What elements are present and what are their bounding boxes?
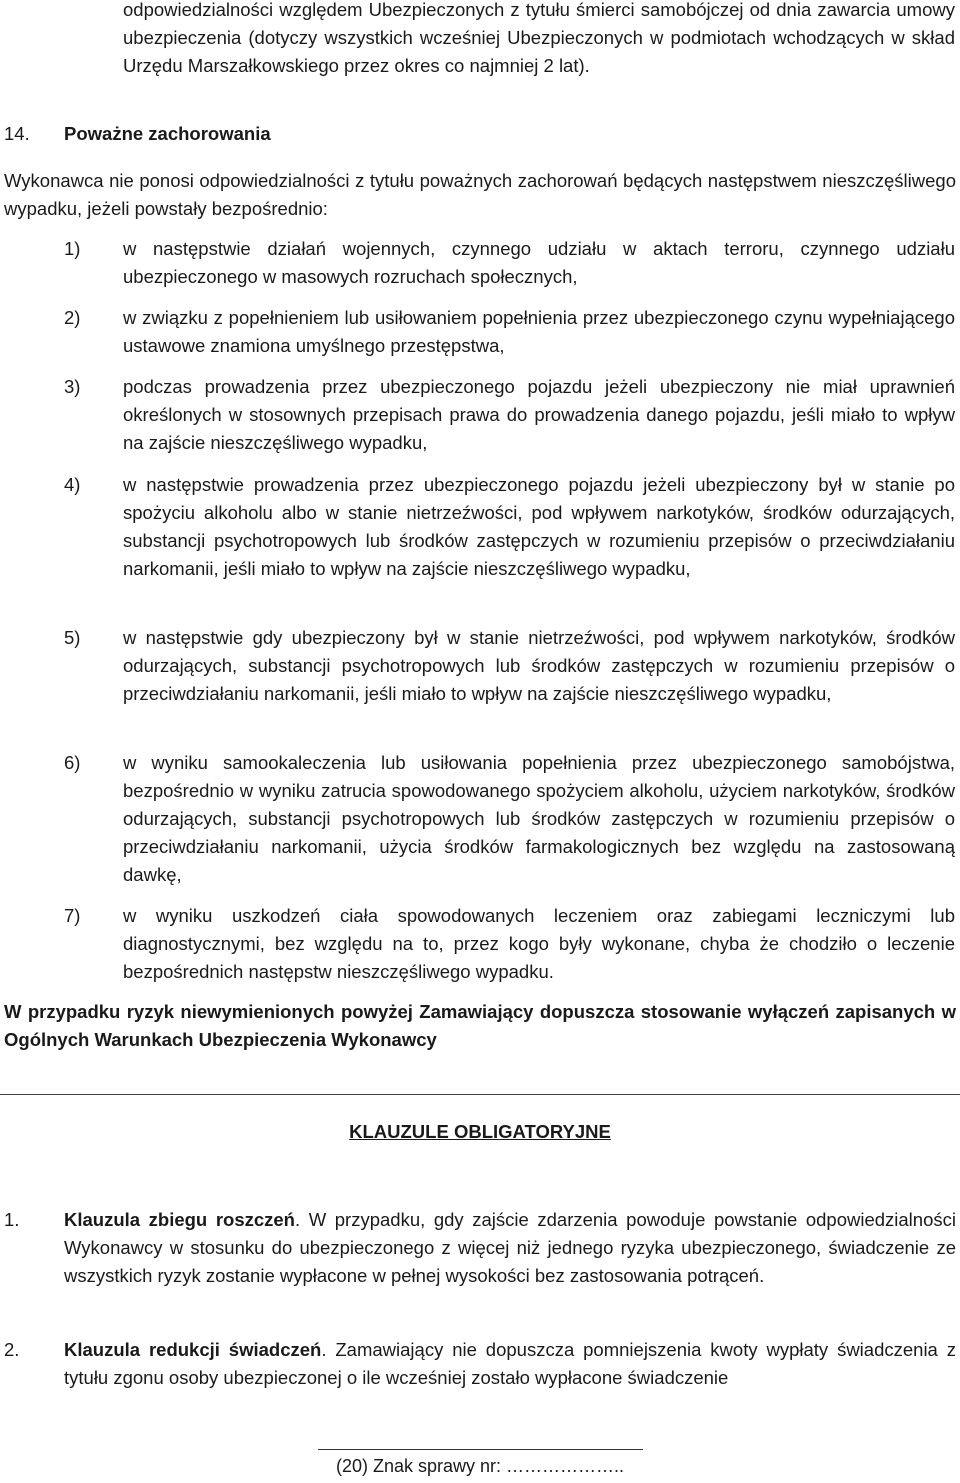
- list-item-text: podczas prowadzenia przez ubezpieczonego pojazdu jeżeli ubezpieczony nie miał uprawnień określonych w stosownych przepisach prawa do prowadzenia danego pojazdu, jeśli miało to wpływ na zajście nieszczęśliwego wypadku,: [123, 376, 955, 453]
- clause-text: . W przypadku, gdy zajście zdarzenia powoduje powstanie odpowiedzialności Wykonawcy w stosunku do ubezpieczonego z więcej niż jednego ryzyka ubezpieczonego, świadczenie ze wszystkich ryzyk zostanie wypłacone w pełnej wysokości bez zastosowania potrąceń.: [64, 1209, 956, 1286]
- closing-statement: W przypadku ryzyk niewymienionych powyżej Zamawiający dopuszcza stosowanie wyłączeń zapisanych w Ogólnych Warunkach Ubezpieczenia Wykonawcy: [4, 1001, 956, 1050]
- page-footer: (20) Znak sprawy nr: ………………..: [335, 1456, 625, 1476]
- clause-number: 2.: [4, 1339, 20, 1360]
- clause-body: [64, 1206, 956, 1290]
- list-item-text: w następstwie gdy ubezpieczony był w stanie nietrzeźwości, pod wpływem narkotyków, środków odurzających, substancji psychotropowych lub środków zastępczych w rozumieniu przepisów o przeciwdziałaniu narkomanii, jeśli miało to wpływ na zajście nieszczęśliwego wypadku,: [123, 627, 955, 704]
- clause-text: . Zamawiający nie dopuszcza pomniejszenia kwoty wypłaty świadczenia z tytułu zgonu osoby ubezpieczonej o ile wcześniej zostało wypłacone świadczenie: [64, 1339, 956, 1388]
- section-title: Poważne zachorowania: [64, 123, 271, 144]
- clauses-heading: KLAUZULE OBLIGATORYJNE: [349, 1121, 611, 1142]
- clause-title: Klauzula zbiegu roszczeń: [64, 1209, 295, 1230]
- list-item-text: w związku z popełnieniem lub usiłowaniem popełnienia przez ubezpieczonego czynu wypełniającego ustawowe znamiona umyślnego przestępstwa,: [123, 307, 955, 356]
- list-item-number: 5): [64, 627, 81, 648]
- section-number: 14.: [4, 123, 30, 144]
- list-item-number: 6): [64, 752, 81, 773]
- list-item-number: 2): [64, 307, 81, 328]
- section-14-header: [4, 120, 904, 148]
- intro-paragraph: odpowiedzialności względem Ubezpieczonych z tytułu śmierci samobójczej od dnia zawarcia umowy ubezpieczenia (dotyczy wszystkich wcześniej Ubezpieczonych w podmiotach wchodzących w skład Urzędu Marszałkowskiego przez okres co najmniej 2 lat).: [123, 0, 955, 76]
- list-item-number: 4): [64, 474, 81, 495]
- list-item-text: w wyniku uszkodzeń ciała spowodowanych leczeniem oraz zabiegami leczniczymi lub diagnostycznymi, bez względu na to, przez kogo były wykonane, chyba że chodziło o leczenie bezpośrednich następstw nieszczęśliwego wypadku.: [123, 905, 955, 982]
- list-item-text: w wyniku samookaleczenia lub usiłowania popełnienia przez ubezpieczonego samobójstwa, bezpośrednio w wyniku zatrucia spowodowanego spożyciem alkoholu, użyciem narkotyków, środków odurzających, substancji psychotropowych lub środków zastępczych w rozumieniu przepisów o przeciwdziałaniu narkomanii, użycia środków farmakologicznych bez względu na zastosowaną dawkę,: [123, 752, 955, 885]
- clause-body: [64, 1336, 956, 1392]
- list-item-number: 7): [64, 905, 81, 926]
- list-item-number: 1): [64, 238, 81, 259]
- clause-number: 1.: [4, 1209, 20, 1230]
- clause-title: Klauzula redukcji świadczeń: [64, 1339, 322, 1360]
- list-item-number: 3): [64, 376, 81, 397]
- divider: [0, 1094, 960, 1095]
- section-14-paragraph: Wykonawca nie ponosi odpowiedzialności z tytułu poważnych zachorowań będących następstwem nieszczęśliwego wypadku, jeżeli powstały bezpośrednio:: [4, 170, 956, 219]
- list-item-text: w następstwie prowadzenia przez ubezpieczonego pojazdu jeżeli ubezpieczony był w stanie po spożyciu alkoholu albo w stanie nietrzeźwości, pod wpływem narkotyków, środków odurzających, substancji psychotropowych lub środków zastępczych w rozumieniu przepisów o przeciwdziałaniu narkomanii, jeśli miało to wpływ na zajście nieszczęśliwego wypadku,: [123, 474, 955, 579]
- list-item-text: w następstwie działań wojennych, czynnego udziału w aktach terroru, czynnego udziału ubezpieczonego w masowych rozruchach społecznych,: [123, 238, 955, 287]
- footer-divider: [318, 1449, 643, 1450]
